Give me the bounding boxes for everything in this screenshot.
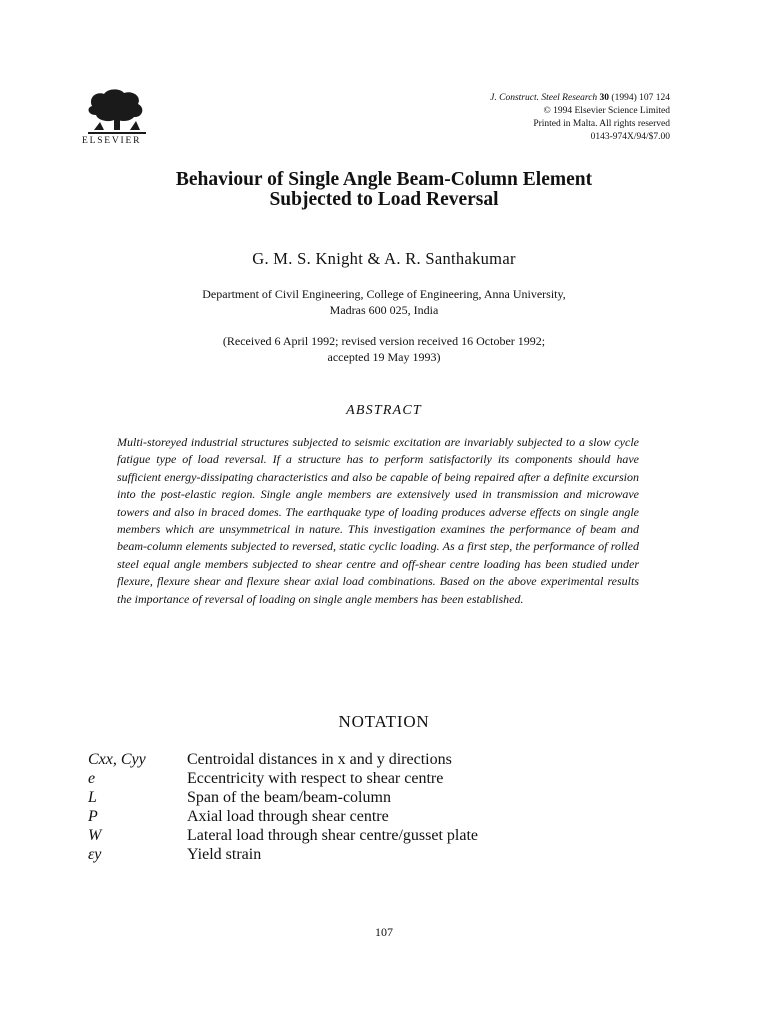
notation-definition: Lateral load through shear centre/gusset plate [187, 827, 478, 844]
title-line-2: Subjected to Load Reversal [269, 189, 499, 210]
received-dates [0, 333, 768, 365]
notation-definition: Centroidal distances in x and y directions [187, 751, 452, 768]
notation-table [88, 750, 478, 864]
notation-symbol: Cxx, Cyy [88, 751, 146, 768]
issn-line: 0143-974X/94/$7.00 [590, 132, 670, 142]
journal-volume: 30 [599, 93, 610, 103]
abstract-heading: ABSTRACT [346, 403, 422, 418]
notation-definition: Yield strain [187, 846, 262, 863]
printed-line: Printed in Malta. All rights reserved [533, 119, 670, 129]
received-line-2: accepted 19 May 1993) [327, 350, 441, 364]
affiliation [0, 286, 768, 318]
authors: G. M. S. Knight & A. R. Santhakumar [252, 249, 516, 268]
publisher-name: ELSEVIER [82, 136, 142, 146]
notation-definition: Axial load through shear centre [187, 808, 389, 825]
publisher-logo [82, 88, 154, 146]
notation-definition: Eccentricity with respect to shear centre [187, 770, 444, 787]
notation-symbol: P [88, 808, 98, 825]
notation-row [88, 788, 478, 807]
notation-heading: NOTATION [338, 712, 430, 731]
affiliation-line-2: Madras 600 025, India [329, 303, 439, 317]
notation-definition: Span of the beam/beam-column [187, 789, 391, 806]
journal-year-pages: (1994) 107 124 [611, 93, 670, 103]
notation-row [88, 826, 478, 845]
notation-symbol: εy [88, 846, 102, 863]
notation-row [88, 845, 478, 864]
elsevier-tree-icon [86, 88, 148, 134]
notation-symbol: L [88, 789, 97, 806]
page-number: 107 [375, 925, 393, 939]
copyright-line: © 1994 Elsevier Science Limited [543, 106, 670, 116]
received-line-1: (Received 6 April 1992; revised version received 16 October 1992; [222, 334, 546, 348]
notation-row [88, 750, 478, 769]
notation-symbol: e [88, 770, 96, 787]
journal-reference [490, 92, 670, 105]
affiliation-line-1: Department of Civil Engineering, College of Engineering, Anna University, [202, 287, 566, 301]
notation-row [88, 769, 478, 788]
title-line-1: Behaviour of Single Angle Beam-Column Element [175, 169, 593, 190]
journal-citation [490, 92, 670, 144]
journal-name: J. Construct. Steel Research [490, 93, 598, 103]
article-title [0, 170, 768, 210]
notation-row [88, 807, 478, 826]
abstract-text: Multi-storeyed industrial structures subjected to seismic excitation are invariably subjected to a slow cycle fatigue type of load reversal. If a structure has to perform satisfactorily its components should have sufficient energy-dissipating characteristics and also be capable of being repaired after a definite excursion into the post-elastic region. Single angle members are extensively used in transmission and microwave towers and also in braced domes. The earthquake type of loading produces adverse effects on single angle members which are unsymmetrical in nature. This investigation examines the performance of beam and beam-column elements subjected to reversed, static cyclic loading. As a first step, the performance of rolled steel equal angle members subjected to shear centre and off-shear centre loading has been studied under flexure, flexure shear and flexure shear axial load combinations. Based on the above experimental results the importance of reversal of loading on single angle members has been established. [117, 435, 639, 606]
notation-symbol: W [88, 827, 102, 844]
